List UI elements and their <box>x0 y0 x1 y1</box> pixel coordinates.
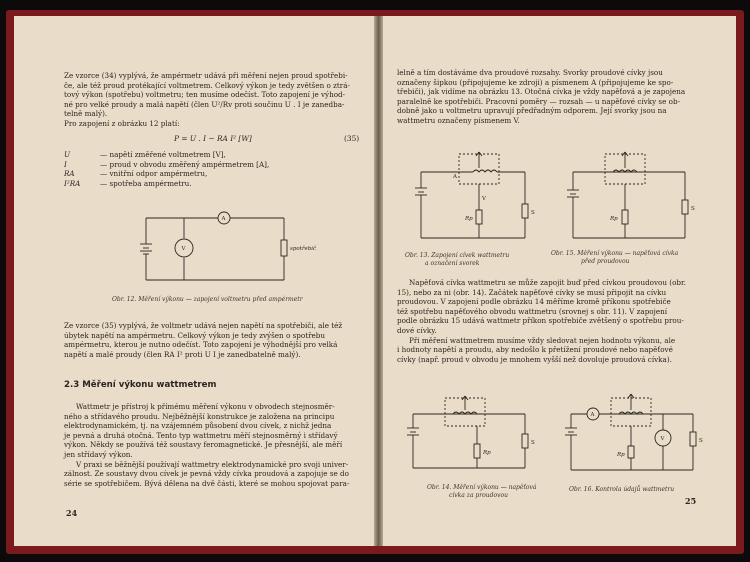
svg-text:V: V <box>482 196 486 202</box>
formula-35: P = U . I − RA I² [W] <box>174 134 252 143</box>
svg-text:S: S <box>531 210 535 216</box>
svg-text:V: V <box>181 246 186 252</box>
svg-text:Rp: Rp <box>617 452 625 458</box>
figure-12-circuit <box>134 210 317 290</box>
right-paragraph-2: Napěťová cívka wattmetru se může zapojit buď před cívkou proudovou (obr. 15), nebo za ni (obr. 14). Začátek napěťové cívky se musí připojit na cívku proudovou. V zapojení podle obrázku 14 měříme kromě příkonu spotřebiče též spotřebu napěťového obvodu wattmetru (srovnej s obr. 11). V zapojení podle obrázku 15 udává wattmetr příkon spotřebiče zvětšený o spotřebu prou- dové cívky. Při měření wattmetrem musíme vždy sledovat nejen hodnotu výkonu, ale i hodnoty napětí a proudu, aby nedošlo k přetížení proudové nebo napěťové cívky (např. proud v obvodu je mnohem vyšší než dovoluje proudová cívka). <box>397 278 686 364</box>
svg-text:S: S <box>531 440 535 446</box>
book-spine <box>374 16 383 546</box>
right-page <box>383 16 736 546</box>
section-heading: 2.3 Měření výkonu wattmetrem <box>64 380 217 390</box>
fig12-consumer-label: spotřebič <box>290 246 317 252</box>
svg-text:Rp: Rp <box>465 216 473 222</box>
right-page-number: 25 <box>685 496 697 506</box>
variable-definitions <box>64 150 269 188</box>
left-paragraph-1: Ze vzorce (34) vyplývá, že ampérmetr udává při měření nejen proud spotřebi- če, ale též proud protékající voltmetrem. Celkový výkon je tedy zvětšen o ztrá- tový výkon (spotřebu) voltmetru; ten musíme odečíst. Toto zapojení je výhod- né pro velké proudy a malá napětí (člen U²/Rv proti součinu U . I je zanedba- telně malý). Pro zapojení z obrázku 12 platí: <box>64 71 350 128</box>
formula-number: (35) <box>344 134 360 143</box>
figure-14-circuit <box>405 394 545 474</box>
svg-text:V: V <box>660 436 665 442</box>
left-page <box>14 16 374 546</box>
svg-text:A: A <box>453 174 457 180</box>
right-paragraph-1: lelně a tím dostáváme dva proudové rozsahy. Svorky proudové cívky jsou označeny šipkou (připojujeme ke zdroji) a písmenem A (připojujeme ke spo- třebiči), jak vidíme na obrázku 13. Otočná cívka je vždy napěťová a je zapojena paralelně ke spotřebiči. Pracovní poměry — rozsah — u napěťové cívky se ob- dobně jako u voltmetru upravují předřadným odporem. Její svorky jsou na wattmetru označeny písmenem V. <box>397 68 686 125</box>
svg-text:Rp: Rp <box>483 450 491 456</box>
figure-13-circuit <box>413 148 553 243</box>
figure-16-circuit <box>563 392 713 476</box>
definition-row: U — napětí změřené voltmetrem [V], <box>64 150 226 159</box>
svg-text:S: S <box>699 438 703 444</box>
left-page-number: 24 <box>66 508 78 518</box>
figure-15-caption: Obr. 15. Měření výkonu — napěťová cívka před proudovou <box>551 250 679 265</box>
svg-text:A: A <box>590 412 595 418</box>
definition-row: I — proud v obvodu změřený ampérmetrem [A], <box>64 159 270 169</box>
definition-row: I²RA — spotřeba ampérmetru. <box>64 178 192 188</box>
figure-12-caption: Obr. 12. Měření výkonu — zapojení voltmetru před ampérmetr <box>112 296 303 303</box>
svg-text:A: A <box>221 216 226 222</box>
figure-15-circuit <box>565 148 715 243</box>
figure-13-caption: Obr. 13. Zapojení cívek wattmetru a označení svorek <box>405 252 510 267</box>
figure-14-caption: Obr. 14. Měření výkonu — napěťová cívka za proudovou <box>427 484 537 499</box>
left-paragraph-3: Wattmetr je přístroj k přímému měření výkonu v obvodech stejnosměr- ného a střídavého proudu. Nejběžnější konstrukce je založena na principu elektrodynamickém, tj. na vzájemném působení dvou cívek, z nichž jedna je pevná a druhá otočná. Tento typ wattmetru měří stejnosměrný i střídavý výkon. Někdy se používá též soustavy feromagnetické. Je přesnější, ale měří jen střídavý výkon. V praxi se běžnější používají wattmetry elektrodynamické pro svoji univer- zálnost. Ze soustavy dvou cívek je pevná vždy cívka proudová a zapojuje se do série se spotřebičem. Bývá dělena na dvě části, které se mohou spojovat para- <box>64 402 350 488</box>
left-paragraph-2: Ze vzorce (35) vyplývá, že voltmetr udává nejen napětí na spotřebiči, ale též úbytek napětí na ampérmetru. Celkový výkon je tedy zvýšen o spotřebu ampérmetru, kterou je nutno odečíst. Toto zapojení je výhodnější pro velká napětí a malé proudy (člen RA I² proti U I je zanedbatelně malý). <box>64 321 343 359</box>
definition-row: RA — vnitřní odpor ampérmetru, <box>64 169 208 179</box>
figure-16-caption: Obr. 16. Kontrola údajů wattmetru <box>569 486 675 493</box>
svg-text:S: S <box>691 206 695 212</box>
svg-text:Rp: Rp <box>610 216 618 222</box>
